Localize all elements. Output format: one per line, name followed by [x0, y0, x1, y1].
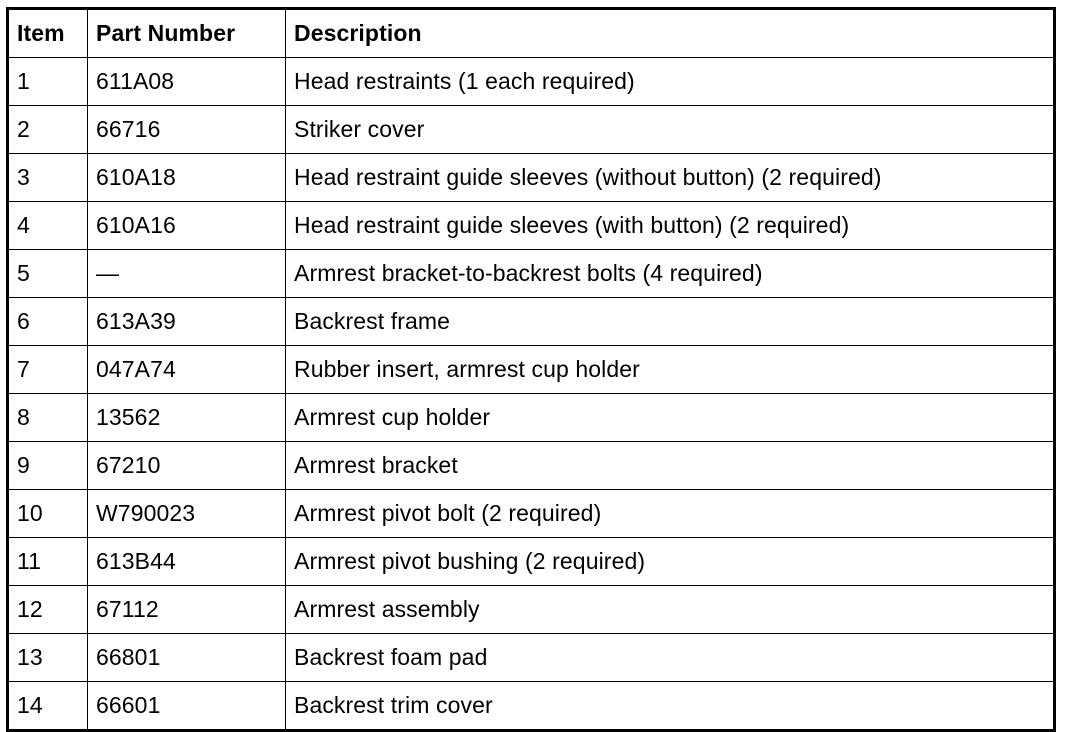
table-row	[8, 394, 1055, 442]
cell-item: 2	[8, 106, 88, 154]
cell-item: 4	[8, 202, 88, 250]
cell-item: 10	[8, 490, 88, 538]
table-row	[8, 298, 1055, 346]
cell-description: Rubber insert, armrest cup holder	[286, 346, 1055, 394]
cell-part-number: 13562	[88, 394, 286, 442]
cell-item: 9	[8, 442, 88, 490]
cell-description: Backrest trim cover	[286, 682, 1055, 731]
cell-part-number: 66801	[88, 634, 286, 682]
header-description: Description	[286, 9, 1055, 58]
table-row	[8, 154, 1055, 202]
cell-item: 14	[8, 682, 88, 731]
cell-part-number: 610A16	[88, 202, 286, 250]
cell-part-number: 613A39	[88, 298, 286, 346]
cell-part-number: W790023	[88, 490, 286, 538]
cell-part-number: 610A18	[88, 154, 286, 202]
cell-description: Head restraint guide sleeves (with button) (2 required)	[286, 202, 1055, 250]
cell-part-number: 047A74	[88, 346, 286, 394]
table-row	[8, 346, 1055, 394]
cell-description: Armrest pivot bushing (2 required)	[286, 538, 1055, 586]
cell-description: Armrest bracket	[286, 442, 1055, 490]
table-row	[8, 682, 1055, 731]
header-item: Item	[8, 9, 88, 58]
table-row	[8, 538, 1055, 586]
cell-item: 13	[8, 634, 88, 682]
table-row	[8, 442, 1055, 490]
table-row	[8, 250, 1055, 298]
parts-table	[6, 7, 1056, 732]
cell-item: 5	[8, 250, 88, 298]
cell-description: Head restraint guide sleeves (without button) (2 required)	[286, 154, 1055, 202]
cell-item: 7	[8, 346, 88, 394]
header-part-number: Part Number	[88, 9, 286, 58]
cell-description: Armrest pivot bolt (2 required)	[286, 490, 1055, 538]
table-row	[8, 586, 1055, 634]
cell-part-number: 611A08	[88, 58, 286, 106]
cell-part-number: —	[88, 250, 286, 298]
cell-part-number: 66601	[88, 682, 286, 731]
table-row	[8, 202, 1055, 250]
cell-description: Armrest assembly	[286, 586, 1055, 634]
table-row	[8, 490, 1055, 538]
cell-description: Armrest cup holder	[286, 394, 1055, 442]
cell-item: 6	[8, 298, 88, 346]
cell-part-number: 67210	[88, 442, 286, 490]
table-row	[8, 106, 1055, 154]
header-row	[8, 9, 1055, 58]
cell-item: 12	[8, 586, 88, 634]
cell-description: Striker cover	[286, 106, 1055, 154]
cell-item: 1	[8, 58, 88, 106]
cell-item: 3	[8, 154, 88, 202]
cell-part-number: 67112	[88, 586, 286, 634]
cell-description: Head restraints (1 each required)	[286, 58, 1055, 106]
table-row	[8, 634, 1055, 682]
cell-description: Backrest foam pad	[286, 634, 1055, 682]
cell-part-number: 613B44	[88, 538, 286, 586]
cell-item: 11	[8, 538, 88, 586]
cell-part-number: 66716	[88, 106, 286, 154]
cell-description: Armrest bracket-to-backrest bolts (4 required)	[286, 250, 1055, 298]
table-row	[8, 58, 1055, 106]
cell-description: Backrest frame	[286, 298, 1055, 346]
cell-item: 8	[8, 394, 88, 442]
